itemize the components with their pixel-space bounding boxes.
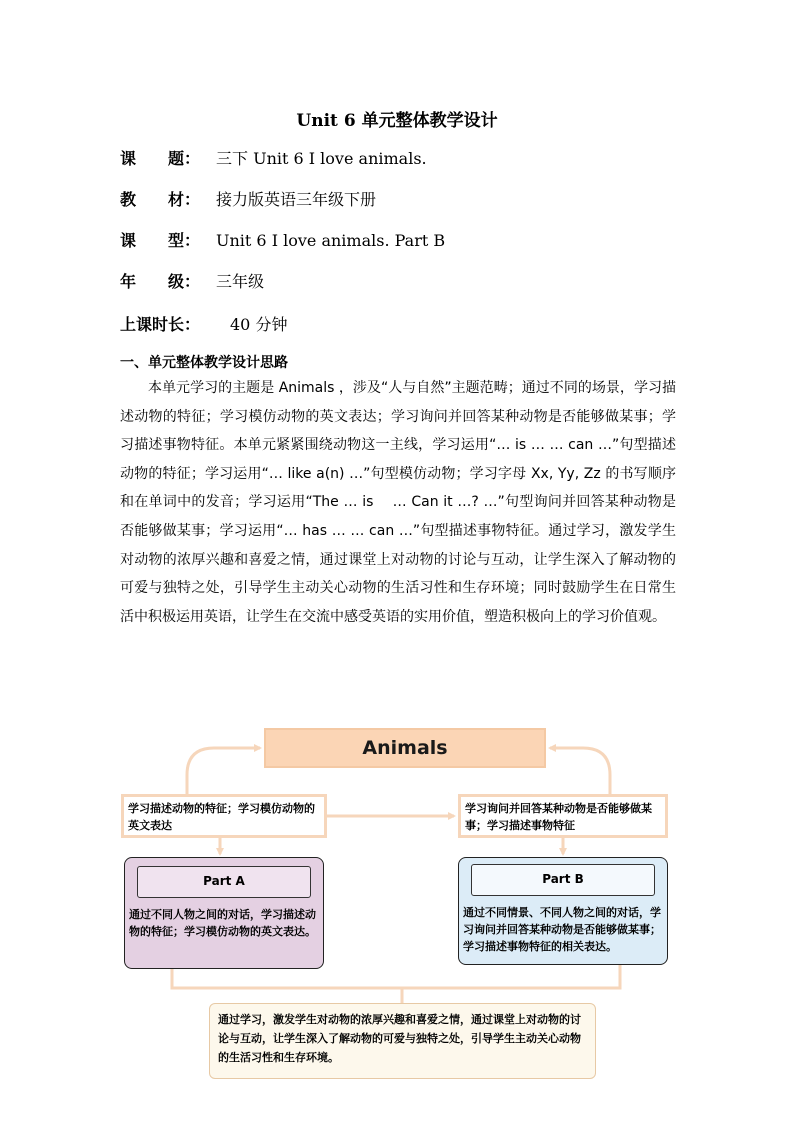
- info-row-grade: [120, 271, 264, 293]
- info-label: 年 级：: [120, 272, 201, 291]
- paragraph-text: 本单元学习的主题是 Animals ，涉及“人与自然”主题范畴；通过不同的场景，学习描述动物的特征；学习模仿动物的英文表达；学习询问并回答某种动物是否能够做某事；学习描述事物特征。本单元紧紧围绕动物这一主线，学习运用“… is … … can …”句型描述动物的特征；学习运用“… like a(n) …”句型模仿动物；学习字母 Xx, Yy, Zz 的书写顺序和在单词中的发音；学习运用“The … is … Can it …? …”句型询问并回答某种动物是否能够做某事；学习运用“… has … … can …”句型描述事物特征。通过学习，激发学生对动物的浓厚兴趣和喜爱之情，通过课堂上对动物的讨论与互动，让学生深入了解动物的可爱与独特之处，引导学生主动关心动物的生活习性和生存环境；同时鼓励学生在日常生活中积极运用英语，让学生在交流中感受英语的实用价值，塑造积极向上的学习价值观。: [120, 380, 676, 625]
- section-heading: 一、单元整体教学设计思路: [120, 355, 288, 371]
- info-label: 课 型：: [120, 231, 201, 250]
- info-row-topic: [120, 148, 427, 170]
- info-row-textbook: [120, 189, 376, 211]
- info-row-lesson-type: [120, 230, 445, 252]
- info-value: 三年级: [216, 272, 265, 291]
- info-value: 接力版英语三年级下册: [216, 190, 377, 209]
- animals-center-box: Animals: [264, 728, 546, 768]
- info-value: Unit 6 I love animals. Part B: [216, 231, 446, 250]
- part-b-card: [458, 857, 668, 965]
- connector-left-loop: [187, 748, 260, 794]
- part-b-text: 通过不同情景、不同人物之间的对话，学习询问并回答某种动物是否能够做某事；学习描述事物特征的相关表达。: [463, 906, 661, 953]
- info-value: 40 分钟: [230, 315, 288, 334]
- part-a-text: 通过不同人物之间的对话，学习描述动物的特征；学习模仿动物的英文表达。: [129, 908, 316, 938]
- part-a-card: [124, 857, 324, 969]
- info-row-duration: [120, 314, 287, 336]
- info-value: 三下 Unit 6 I love animals.: [216, 149, 427, 168]
- part-b-label: Part B: [471, 864, 655, 896]
- info-label: 上课时长：: [120, 315, 201, 334]
- part-a-label: Part A: [137, 866, 311, 898]
- document-title: Unit 6 单元整体教学设计: [296, 111, 498, 131]
- summary-box: 通过学习，激发学生对动物的浓厚兴趣和喜爱之情，通过课堂上对动物的讨论与互动，让学生深入了解动物的可爱与独特之处，引导学生主动关心动物的生活习性和生存环境。: [209, 1003, 596, 1079]
- note-right-box: 学习询问并回答某种动物是否能够做某事；学习描述事物特征: [458, 794, 668, 838]
- body-paragraph: [120, 374, 676, 631]
- note-left-box: 学习描述动物的特征；学习模仿动物的英文表达: [121, 794, 327, 838]
- info-label: 课 题：: [120, 149, 201, 168]
- connector-right-loop: [550, 748, 610, 794]
- info-label: 教 材：: [120, 190, 201, 209]
